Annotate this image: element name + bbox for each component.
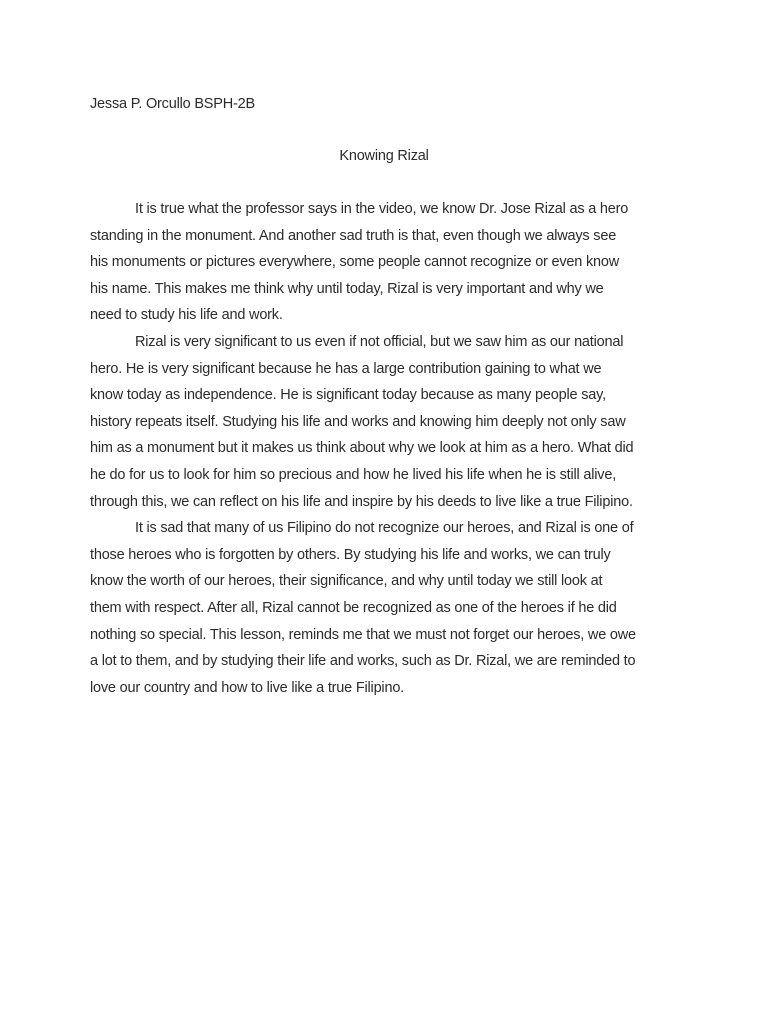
text-line: know the worth of our heroes, their significance, and why until today we still look at xyxy=(90,573,603,590)
text-line: those heroes who is forgotten by others. By studying his life and works, we can truly xyxy=(90,546,611,563)
text-line: It is true what the professor says in the video, we know Dr. Jose Rizal as a hero xyxy=(135,201,629,217)
text-line: him as a monument but it makes us think about why we look at him as a hero. What did xyxy=(90,440,634,457)
paragraph-2 xyxy=(90,329,690,515)
text-line: Rizal is very significant to us even if not official, but we saw him as our national xyxy=(135,333,624,350)
text-line: need to study his life and work. xyxy=(90,307,283,324)
text-line: his monuments or pictures everywhere, some people cannot recognize or even know xyxy=(90,254,620,271)
text-line: his name. This makes me think why until today, Rizal is very important and why we xyxy=(90,280,604,297)
text-line: them with respect. After all, Rizal cannot be recognized as one of the heroes if he did xyxy=(90,599,617,616)
text-line: know today as independence. He is significant today because as many people say, xyxy=(90,387,606,404)
document-body xyxy=(90,196,690,701)
text-line: standing in the monument. And another sad truth is that, even though we always see xyxy=(90,227,617,244)
text-line: hero. He is very significant because he has a large contribution gaining to what we xyxy=(90,360,602,377)
text-line: history repeats itself. Studying his life and works and knowing him deeply not only saw xyxy=(90,413,626,430)
text-line: love our country and how to live like a true Filipino. xyxy=(90,679,405,696)
text-line: a lot to them, and by studying their life and works, such as Dr. Rizal, we are reminded to xyxy=(90,653,636,670)
paragraph-3 xyxy=(90,515,690,701)
text-line: nothing so special. This lesson, reminds me that we must not forget our heroes, we owe xyxy=(90,626,636,643)
author-line: Jessa P. Orcullo BSPH-2B xyxy=(90,96,255,112)
paragraph-1 xyxy=(90,196,690,329)
text-line: through this, we can reflect on his life and inspire by his deeds to live like a true Filipino. xyxy=(90,493,633,510)
text-line: he do for us to look for him so precious and how he lived his life when he is still alive, xyxy=(90,466,617,483)
document-title: Knowing Rizal xyxy=(339,148,429,164)
text-line: It is sad that many of us Filipino do not recognize our heroes, and Rizal is one of xyxy=(135,520,634,537)
